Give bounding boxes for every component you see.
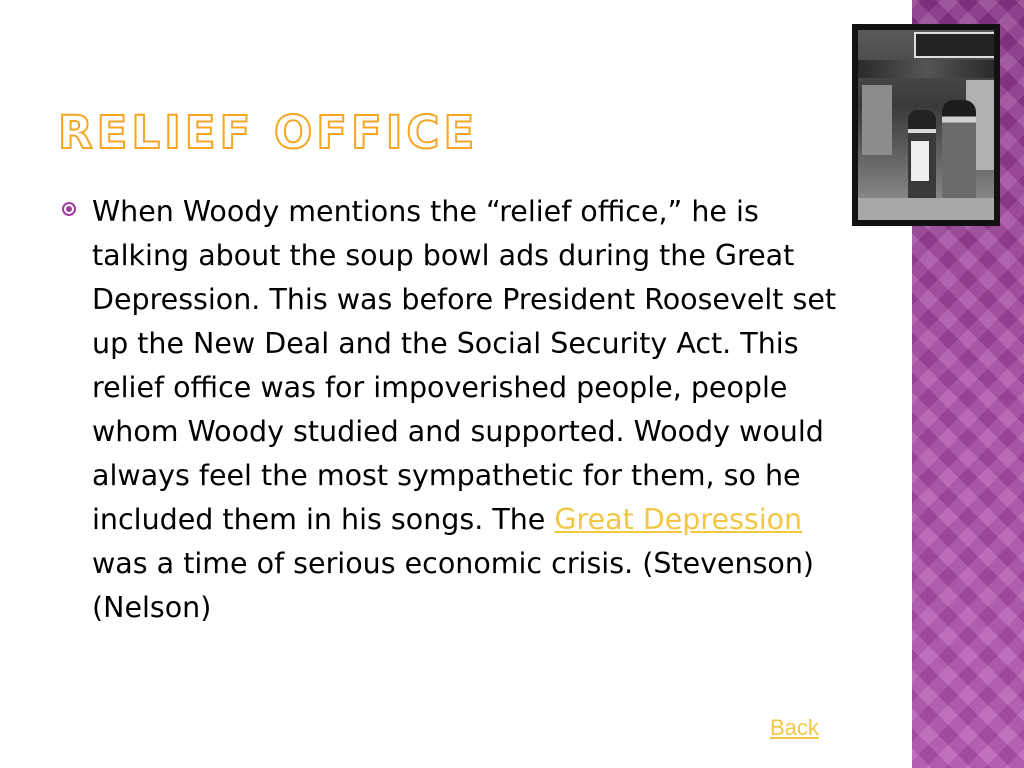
slide-title: RELIEF OFFICE	[58, 106, 479, 159]
body-text-end: was a time of serious economic crisis. (Stevenson) (Nelson)	[92, 547, 815, 624]
photo-awning	[858, 60, 994, 78]
historical-photo	[852, 24, 1000, 226]
photo-sign	[914, 32, 994, 58]
circle-dot-bullet-icon	[62, 202, 76, 216]
great-depression-link[interactable]: Great Depression	[554, 503, 803, 536]
photo-content	[858, 30, 994, 220]
photo-placard	[910, 140, 930, 182]
photo-ground	[858, 198, 994, 220]
bullet-text	[92, 190, 852, 630]
back-link[interactable]: Back	[770, 715, 819, 740]
bullet-list	[62, 190, 852, 630]
body-text-start: When Woody mentions the “relief office,” he is talking about the soup bowl ads during the Great Depression. This was before President Roosevelt set up the New Deal and the Social Security Act. This relief office was for impoverished people, people whom Woody studied and supported. Woody would always feel the most sympathetic for them, so he included them in his songs. The	[92, 195, 837, 536]
photo-window-left	[862, 85, 892, 155]
